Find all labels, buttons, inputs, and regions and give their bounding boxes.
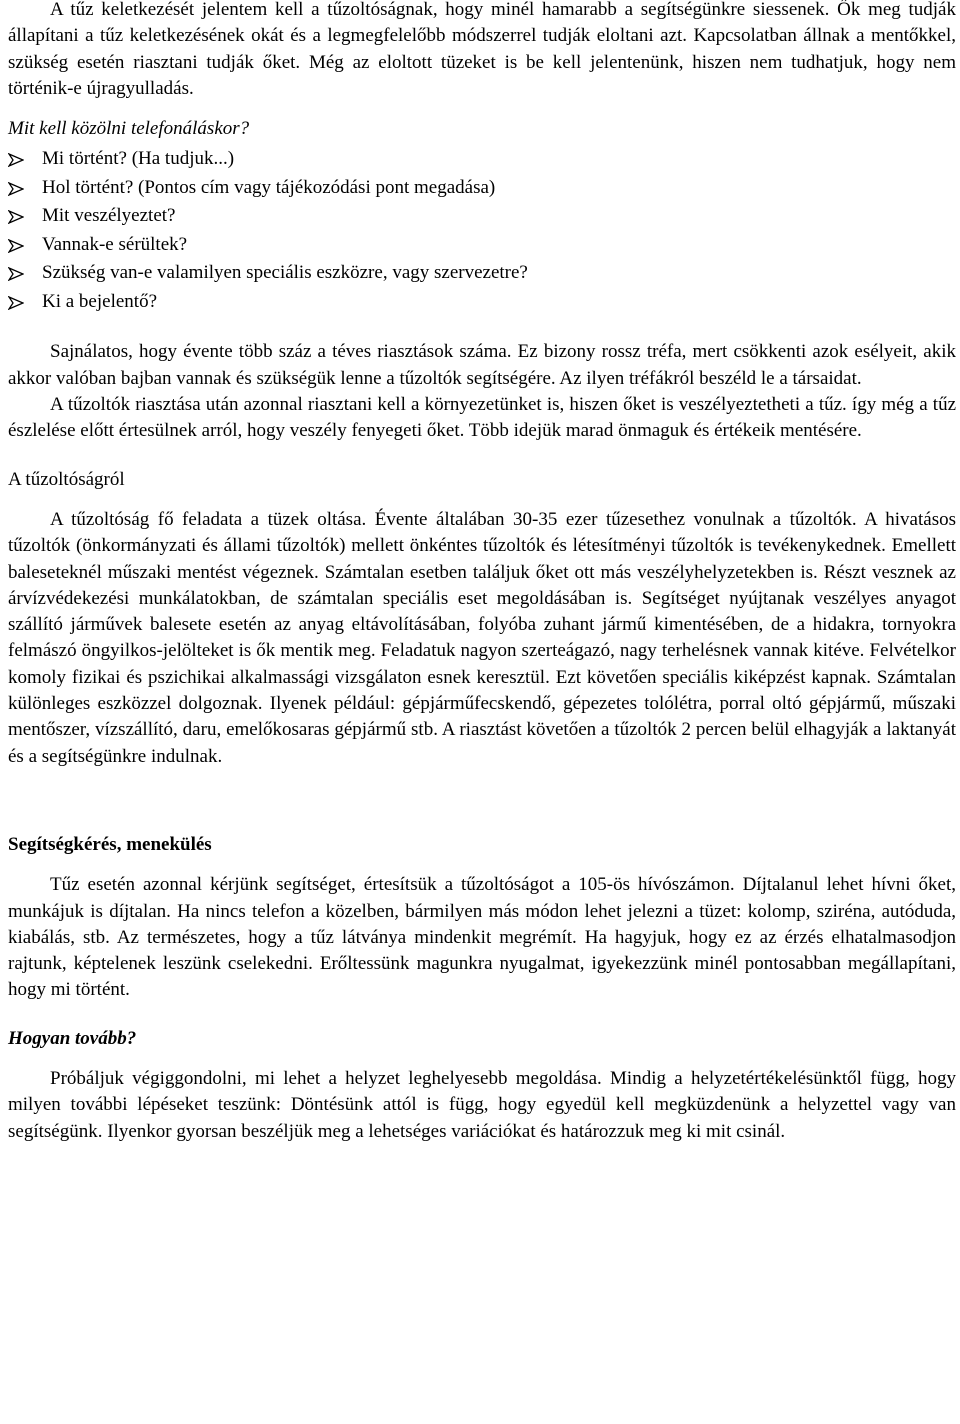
spacer [8,770,956,832]
about-paragraph: A tűzoltóság fő feladata a tüzek oltása. Évente általában 30-35 ezer tűzesethez vonulnak a tűzoltók. A hivatásos tűzoltók (önkormányzati és állami tűzoltók) mellett önkéntes tűzoltók és létesítményi tűzoltók is tevékenykednek. Emellett baleseteknél műszaki mentést végeznek. Számtalan esetben találjuk őket ott más veszélyhelyzetekben is. Részt vesznek az árvízvédekezési munkálatokban, de számtalan speciális eset megoldásában is. Segítséget nyújtanak veszélyes anyagot szállító járművek balesete esetén az anyag eltávolításában, folyóba zuhant jármű kimentésében, de a hidakra, tornyokra felmászó öngyilkos-jelölteket is ők mentik meg. Feladatuk nagyon szerteágazó, nagy terhelésnek vannak kitéve. Felvételkor komoly fizikai és pszichikai alkalmassági vizsgálaton esnek keresztül. Ezt követően speciális kiképzést kapnak. Számtalan különleges eszközzel dolgoznak. Ilyenek például: gépjárműfecskendő, gépezetes tolólétra, porral oltó gépjármű, műszaki mentőszer, vízszállító, daru, emelőkosaras gépjármű stb. A riasztást követően a tűzoltók 2 percen belül elhagyják a laktanyát és a segítségünkre indulnak. [8,508,956,767]
spacer [8,1004,956,1026]
next-paragraph: Próbáljuk végiggondolni, mi lehet a helyzet leghelyesebb megoldása. Mindig a helyzetértékelésünktől függ, hogy milyen további lépéseket teszünk: Döntésünk attól is függ, hogy egyedül kell megküzdenünk a helyzettel vagy van segítségünk. Ilyenkor gyorsan beszéljük meg a lehetséges variációkat és határozzuk meg ki mit csinál. [8,1068,956,1142]
next-heading: Hogyan tovább? [8,1027,137,1049]
false-alarms-paragraph: Sajnálatos, hogy évente több száz a téves riasztások száma. Ez bizony rossz tréfa, mert csökkenti azok esélyeit, akik akkor valóban bajban vannak és szükségük lenne a tűzoltók segítségére. Az ilyen tréfákról beszéld le a társaidat. [8,341,956,389]
list-item-label: Hol történt? (Pontos cím vagy tájékozódási pont megadása) [42,176,496,198]
spacer [8,858,956,872]
arrow-bullet-icon [8,267,24,281]
call-checklist [8,146,956,317]
spacer [8,102,956,116]
alert-environment-paragraph: A tűzoltók riasztása után azonnal riasztani kell a környezetünket is, hiszen őket is veszélyeztetheti a tűz. így még a tűz észlelése előtt értesülnek arról, hogy veszély fenyegeti őket. Több idejük marad önmaguk és értékeik mentésére. [8,394,956,442]
list-item [8,232,956,261]
intro-paragraph: A tűz keletkezését jelentem kell a tűzoltóságnak, hogy minél hamarabb a segítségünkre siessenek. Ők meg tudják állapítani a tűz keletkezésének okát és a legmegfelelőbb módszerrel tudják eloltani azt. Kapcsolatban állnak a mentőkkel, szükség esetén riasztani tudják őket. Még az eloltott tüzeket is be kell jelentenünk, hiszen nem tudhatjuk, hogy nem történik-e újragyulladás. [8,0,956,99]
list-item-label: Vannak-e sérültek? [42,233,188,255]
spacer [8,1052,956,1066]
about-heading: A tűzoltóságról [8,468,125,490]
help-heading: Segítségkérés, menekülés [8,833,212,855]
list-item-label: Szükség van-e valamilyen speciális eszközre, vagy szervezetre? [42,262,528,284]
list-item [8,260,956,289]
arrow-bullet-icon [8,153,24,167]
list-item-label: Ki a bejelentő? [42,290,158,312]
help-paragraph: Tűz esetén azonnal kérjünk segítséget, értesítsük a tűzoltóságot a 105-ös hívószámon. Díjtalanul lehet hívni őket, munkájuk is díjtalan. Ha nincs telefon a közelben, bármilyen más módon lehet jelezni a tüzet: kolomp, sziréna, autóduda, kiabálás, stb. Az természetes, hogy a tűz látványa mindenkit megrémít. Ha hagyjuk, hogy ez az érzés elhatalmasodjon rajtunk, képtelenek leszünk cselekedni. Erőltessünk magunkra nyugalmat, igyekezzünk minél pontosabban megállapítani, hogy mi történt. [8,874,956,1001]
arrow-bullet-icon [8,239,24,253]
list-item [8,203,956,232]
call-heading: Mit kell közölni telefonáláskor? [8,118,250,140]
spacer [8,493,956,507]
arrow-bullet-icon [8,296,24,310]
spacer [8,317,956,339]
list-item-label: Mi történt? (Ha tudjuk...) [42,148,235,170]
arrow-bullet-icon [8,210,24,224]
list-item [8,175,956,204]
list-item [8,289,956,318]
spacer [8,445,956,467]
arrow-bullet-icon [8,182,24,196]
list-item-label: Mit veszélyeztet? [42,205,176,227]
list-item [8,146,956,175]
